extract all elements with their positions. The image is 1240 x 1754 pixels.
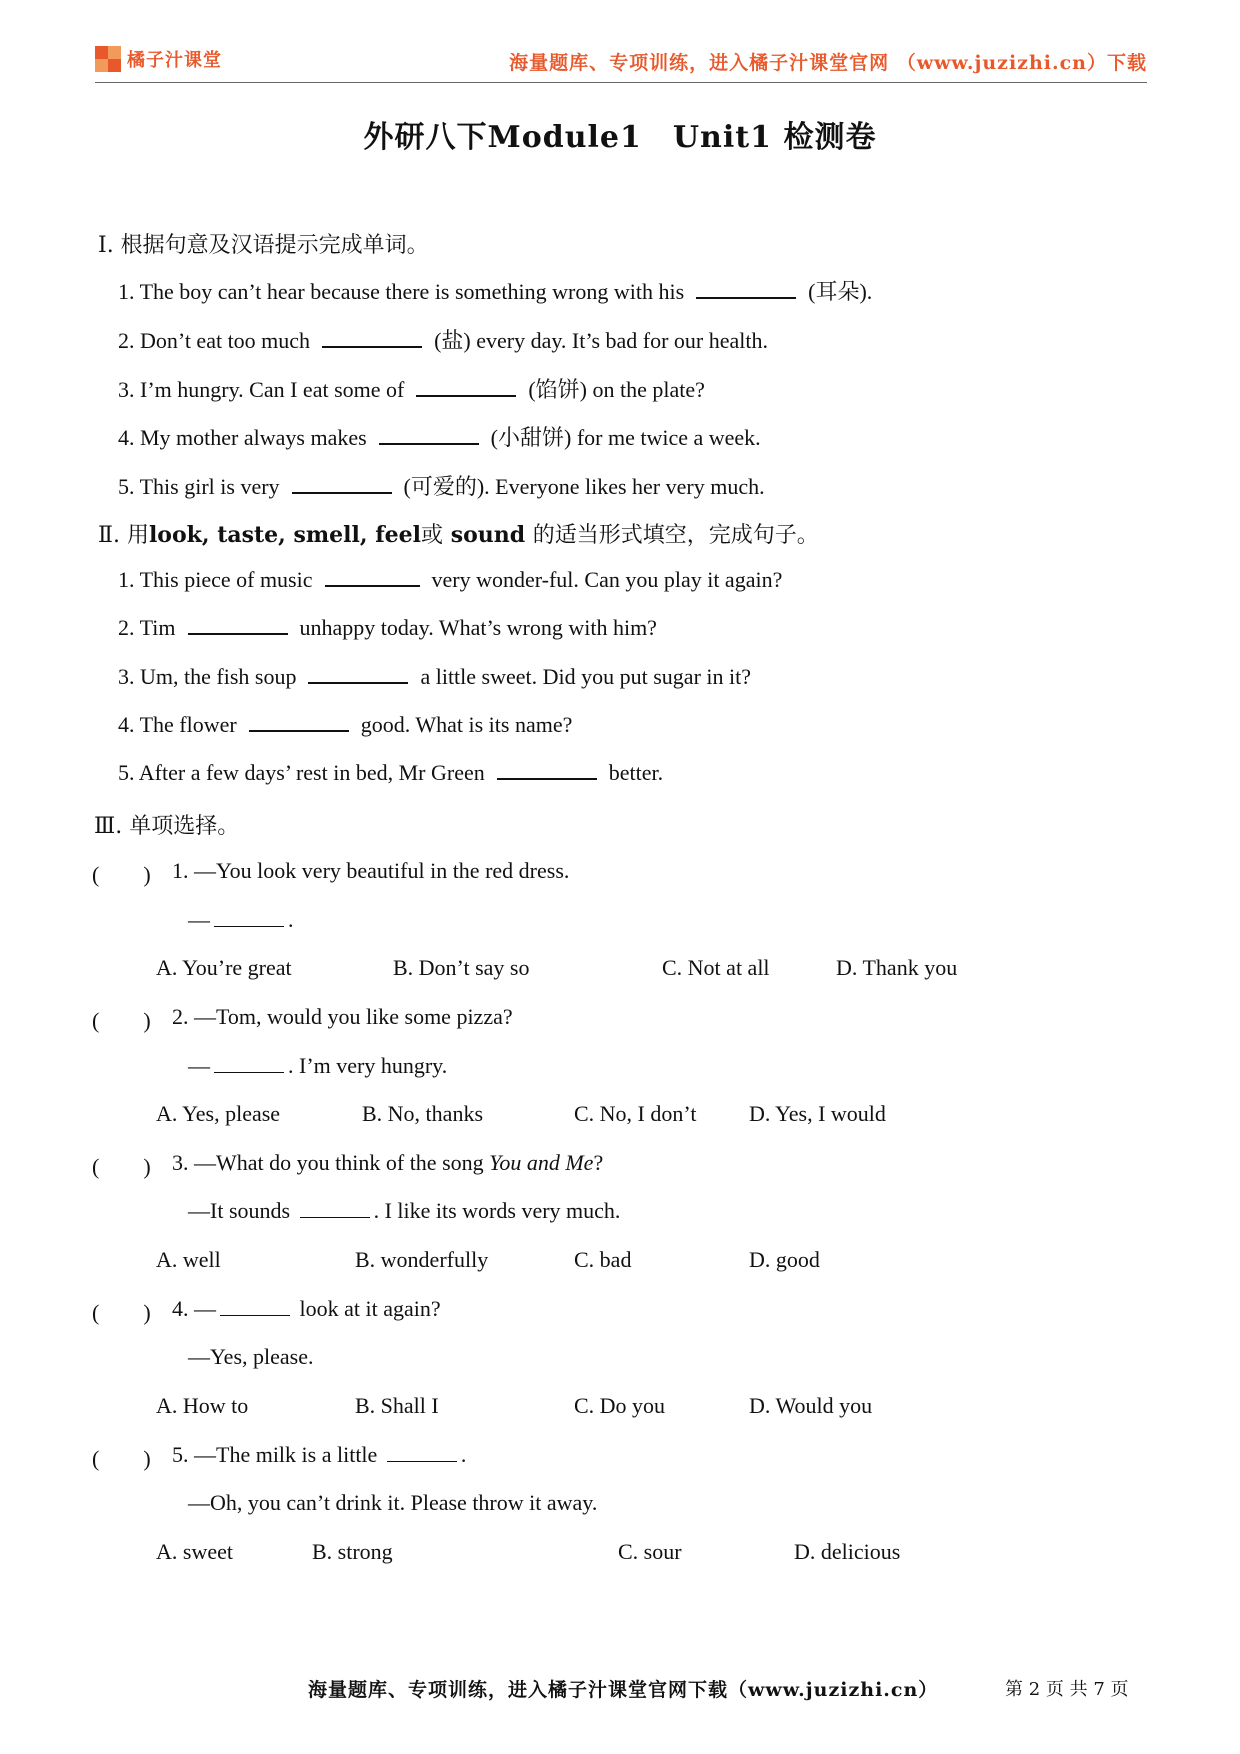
- option-d[interactable]: D. good: [749, 1247, 820, 1272]
- question-1-response: — .: [188, 907, 294, 932]
- section1-item-1: 1. The boy can’t hear because there is something wrong with his (耳朵).: [118, 279, 873, 304]
- answer-blank: [214, 1054, 284, 1073]
- answer-blank[interactable]: [379, 425, 479, 445]
- answer-blank: [300, 1199, 370, 1218]
- page-number: 第 2 页 共 7 页: [1005, 1679, 1129, 1700]
- option-b[interactable]: B. Don’t say so: [393, 955, 530, 980]
- section2-heading: Ⅱ. 用look, taste, smell, feel或 sound 的适当形式填空，完成句子。: [98, 522, 819, 548]
- section2-item-1: 1. This piece of music very wonder-ful. Can you play it again?: [118, 567, 783, 592]
- option-a[interactable]: A. How to: [156, 1393, 249, 1418]
- answer-blank[interactable]: [249, 712, 349, 732]
- answer-blank: [387, 1443, 457, 1462]
- answer-parentheses[interactable]: ( ): [92, 1154, 151, 1179]
- section1-heading: Ⅰ. 根据句意及汉语提示完成单词。: [98, 233, 429, 258]
- section2-item-3: 3. Um, the fish soup a little sweet. Did you put sugar in it?: [118, 664, 752, 689]
- section2-item-4: 4. The flower good. What is its name?: [118, 712, 573, 737]
- question-2-response: — . I’m very hungry.: [188, 1053, 448, 1078]
- option-d[interactable]: D. Would you: [749, 1393, 873, 1418]
- option-c[interactable]: C. Do you: [574, 1393, 666, 1418]
- section1-item-5: 5. This girl is very (可爱的). Everyone likes her very much.: [118, 474, 765, 499]
- option-b[interactable]: B. Shall I: [355, 1393, 439, 1418]
- option-d[interactable]: D. delicious: [794, 1539, 901, 1564]
- answer-blank[interactable]: [325, 567, 420, 587]
- option-a[interactable]: A. sweet: [156, 1539, 233, 1564]
- option-c[interactable]: C. No, I don’t: [574, 1101, 697, 1126]
- answer-blank[interactable]: [416, 377, 516, 397]
- answer-blank[interactable]: [322, 328, 422, 348]
- page-header: [95, 42, 1147, 83]
- document-title: 外研八下Module1 Unit1 检测卷: [363, 120, 877, 155]
- answer-parentheses[interactable]: ( ): [92, 862, 151, 887]
- option-b[interactable]: B. No, thanks: [362, 1101, 483, 1126]
- question-3-response: —It sounds . I like its words very much.: [188, 1198, 621, 1223]
- answer-blank[interactable]: [292, 474, 392, 494]
- option-b[interactable]: B. strong: [312, 1539, 393, 1564]
- option-a[interactable]: A. You’re great: [156, 955, 292, 980]
- answer-parentheses[interactable]: ( ): [92, 1446, 151, 1471]
- section3-heading: Ⅲ. 单项选择。: [94, 814, 240, 839]
- answer-blank[interactable]: [497, 760, 597, 780]
- answer-parentheses[interactable]: ( ): [92, 1300, 151, 1325]
- answer-blank[interactable]: [696, 279, 796, 299]
- logo: [95, 46, 222, 72]
- option-c[interactable]: C. bad: [574, 1247, 632, 1272]
- question-1-stem: 1. —You look very beautiful in the red dress.: [172, 858, 570, 883]
- option-a[interactable]: A. well: [156, 1247, 221, 1272]
- answer-blank: [220, 1297, 290, 1316]
- section1-item-4: 4. My mother always makes (小甜饼) for me twice a week.: [118, 425, 761, 450]
- answer-blank: [214, 908, 284, 927]
- question-4-response: —Yes, please.: [188, 1344, 314, 1369]
- logo-icon: [95, 46, 121, 72]
- question-2-stem: 2. —Tom, would you like some pizza?: [172, 1004, 513, 1029]
- section1-item-3: 3. I’m hungry. Can I eat some of (馅饼) on the plate?: [118, 377, 705, 402]
- question-4-stem: 4. — look at it again?: [172, 1296, 441, 1321]
- section2-item-5: 5. After a few days’ rest in bed, Mr Green better.: [118, 760, 664, 785]
- answer-parentheses[interactable]: ( ): [92, 1008, 151, 1033]
- footer-promo-text: 海量题库、专项训练，进入橘子汁课堂官网下载（www.juzizhi.cn）: [308, 1679, 939, 1701]
- option-c[interactable]: C. sour: [618, 1539, 682, 1564]
- option-d[interactable]: D. Yes, I would: [749, 1101, 886, 1126]
- question-3-stem: 3. —What do you think of the song You and Me?: [172, 1150, 604, 1175]
- option-d[interactable]: D. Thank you: [836, 955, 958, 980]
- question-5-response: —Oh, you can’t drink it. Please throw it away.: [188, 1490, 598, 1515]
- logo-text: 橘子汁课堂: [127, 50, 222, 71]
- header-promo-text: 海量题库、专项训练，进入橘子汁课堂官网 （www.juzizhi.cn）下载: [509, 52, 1147, 74]
- question-5-stem: 5. —The milk is a little .: [172, 1442, 467, 1467]
- option-a[interactable]: A. Yes, please: [156, 1101, 281, 1126]
- section2-item-2: 2. Tim unhappy today. What’s wrong with him?: [118, 615, 657, 640]
- section1-item-2: 2. Don’t eat too much (盐) every day. It’s bad for our health.: [118, 328, 769, 353]
- option-c[interactable]: C. Not at all: [662, 955, 770, 980]
- option-b[interactable]: B. wonderfully: [355, 1247, 489, 1272]
- answer-blank[interactable]: [188, 615, 288, 635]
- answer-blank[interactable]: [308, 664, 408, 684]
